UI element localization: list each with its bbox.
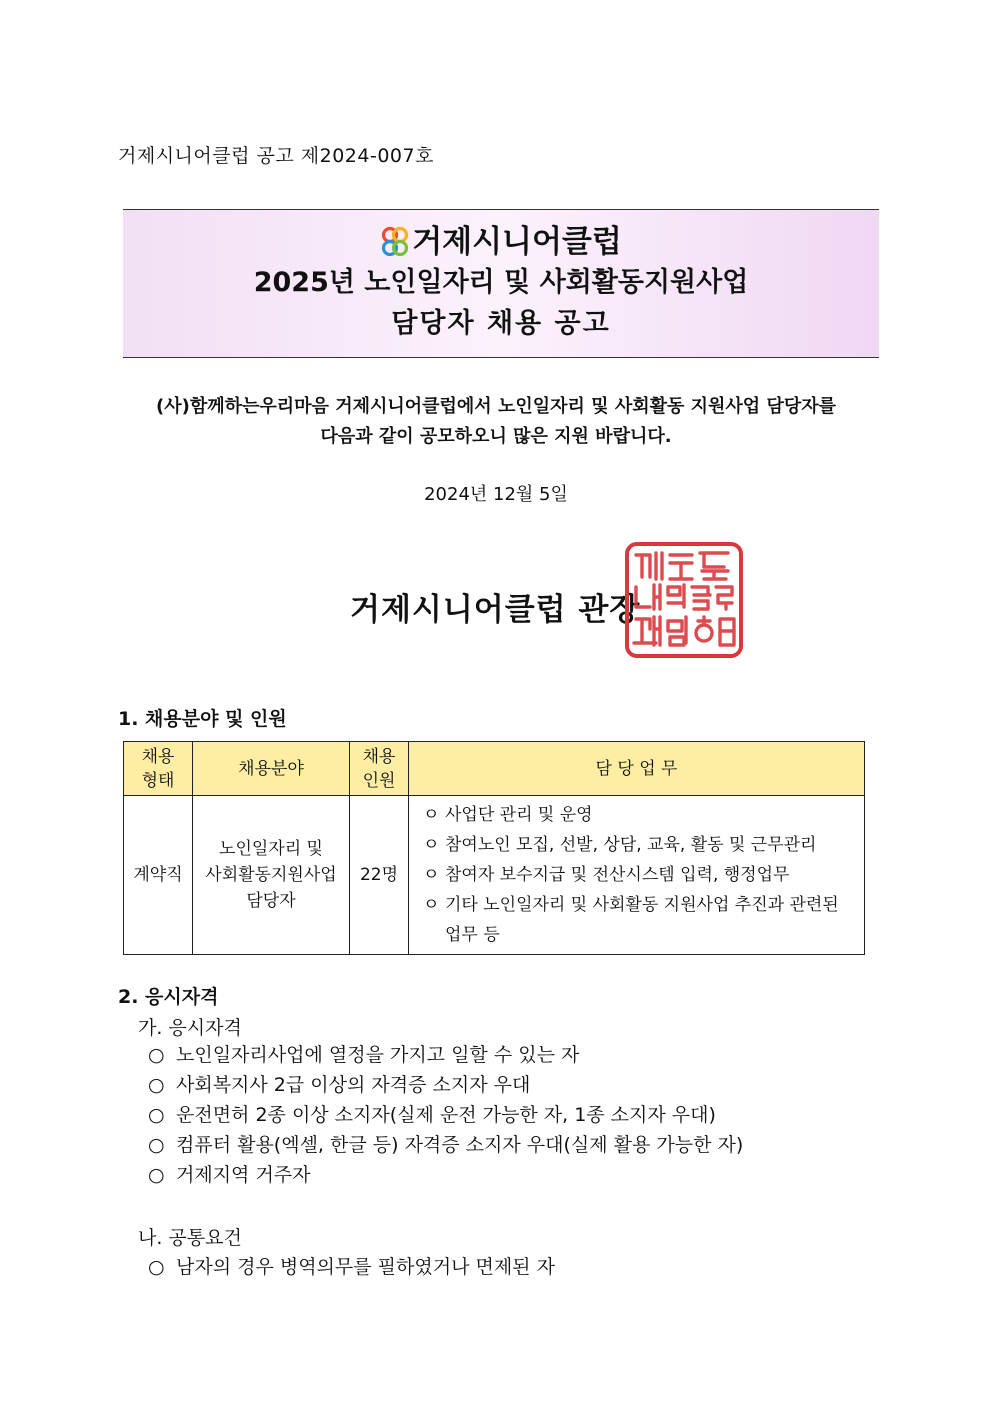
intro-paragraph bbox=[110, 392, 882, 452]
header-headcount bbox=[350, 742, 409, 796]
circle-bullet-icon: ○ bbox=[148, 1256, 165, 1278]
announcement-date: 2024년 12월 5일 bbox=[424, 484, 568, 505]
title-line2: 2025년 노인일자리 및 사회활동지원사업 bbox=[253, 267, 749, 298]
club-logo-icon bbox=[380, 226, 410, 258]
duty-bullet: ㅇ bbox=[423, 835, 440, 855]
title-box bbox=[123, 209, 879, 358]
circle-bullet-icon: ○ bbox=[148, 1164, 165, 1186]
circle-bullet-icon: ○ bbox=[148, 1044, 165, 1066]
section-1-title: 1. 채용분야 및 인원 bbox=[118, 708, 287, 730]
list-item bbox=[148, 1160, 743, 1190]
list-item bbox=[148, 1100, 743, 1130]
notice-number: 거제시니어클럽 공고 제2024-007호 bbox=[118, 145, 434, 167]
list-item bbox=[148, 1070, 743, 1100]
cell-field-line1: 노인일자리 및 bbox=[219, 839, 323, 859]
cell-duties bbox=[409, 796, 865, 955]
duty-text: 기타 노인일자리 및 사회활동 지원사업 추진과 관련된 업무 등 bbox=[445, 895, 839, 945]
duty-bullet: ㅇ bbox=[423, 805, 440, 825]
list-item-text: 남자의 경우 병역의무를 필하였거나 면제된 자 bbox=[176, 1256, 555, 1278]
subsection-ga-title: 가. 응시자격 bbox=[138, 1017, 242, 1039]
cell-field-line3: 담당자 bbox=[246, 891, 296, 911]
circle-bullet-icon: ○ bbox=[148, 1104, 165, 1126]
duty-item bbox=[423, 890, 860, 950]
cell-field bbox=[193, 796, 350, 955]
qualification-list bbox=[148, 1040, 743, 1190]
recruitment-table bbox=[123, 741, 865, 955]
header-type-line2: 형태 bbox=[141, 770, 175, 791]
intro-line2: 다음과 같이 공모하오니 많은 지원 바랍니다. bbox=[320, 426, 672, 447]
table-header-row bbox=[124, 742, 865, 796]
list-item bbox=[148, 1130, 743, 1160]
duty-item bbox=[423, 800, 860, 830]
duty-item bbox=[423, 860, 860, 890]
duty-item bbox=[423, 830, 860, 860]
cell-employment-type: 계약직 bbox=[124, 796, 193, 955]
duty-bullet: ㅇ bbox=[423, 865, 440, 885]
subsection-na-title: 나. 공통요건 bbox=[138, 1227, 242, 1249]
header-field: 채용분야 bbox=[193, 742, 350, 796]
header-employment-type bbox=[124, 742, 193, 796]
signature: 거제시니어클럽 관장 bbox=[350, 592, 641, 628]
circle-bullet-icon: ○ bbox=[148, 1134, 165, 1156]
list-item-text: 컴퓨터 활용(엑셀, 한글 등) 자격증 소지자 우대(실제 활용 가능한 자) bbox=[176, 1134, 744, 1156]
circle-bullet-icon: ○ bbox=[148, 1074, 165, 1096]
list-item-text: 사회복지사 2급 이상의 자격증 소지자 우대 bbox=[176, 1074, 531, 1096]
header-count-line2: 인원 bbox=[362, 770, 396, 791]
list-item bbox=[148, 1252, 555, 1282]
header-count-line1: 채용 bbox=[362, 746, 396, 767]
title-line3: 담당자 채용 공고 bbox=[391, 308, 611, 339]
duty-text: 참여노인 모집, 선발, 상담, 교육, 활동 및 근무관리 bbox=[445, 835, 817, 855]
list-item-text: 운전면허 2종 이상 소지자(실제 운전 가능한 자, 1종 소지자 우대) bbox=[176, 1104, 716, 1126]
requirement-list bbox=[148, 1252, 555, 1282]
intro-line1: (사)함께하는우리마음 거제시니어클럽에서 노인일자리 및 사회활동 지원사업 담당자를 bbox=[155, 396, 837, 417]
section-2-title: 2. 응시자격 bbox=[118, 986, 219, 1008]
title-org bbox=[123, 222, 879, 262]
list-item-text: 거제지역 거주자 bbox=[176, 1164, 311, 1186]
cell-field-line2: 사회활동지원사업 bbox=[205, 865, 337, 885]
list-item bbox=[148, 1040, 743, 1070]
duty-bullet: ㅇ bbox=[423, 895, 440, 915]
list-item-text: 노인일자리사업에 열정을 가지고 일할 수 있는 자 bbox=[176, 1044, 580, 1066]
title-org-text: 거제시니어클럽 bbox=[412, 224, 622, 260]
duty-text: 사업단 관리 및 운영 bbox=[445, 805, 593, 825]
header-duties: 담 당 업 무 bbox=[409, 742, 865, 796]
duty-text: 참여자 보수지급 및 전산시스템 입력, 행정업무 bbox=[445, 865, 790, 885]
header-type-line1: 채용 bbox=[141, 746, 175, 767]
cell-headcount: 22명 bbox=[350, 796, 409, 955]
table-row bbox=[124, 796, 865, 955]
official-seal-icon bbox=[624, 541, 744, 659]
